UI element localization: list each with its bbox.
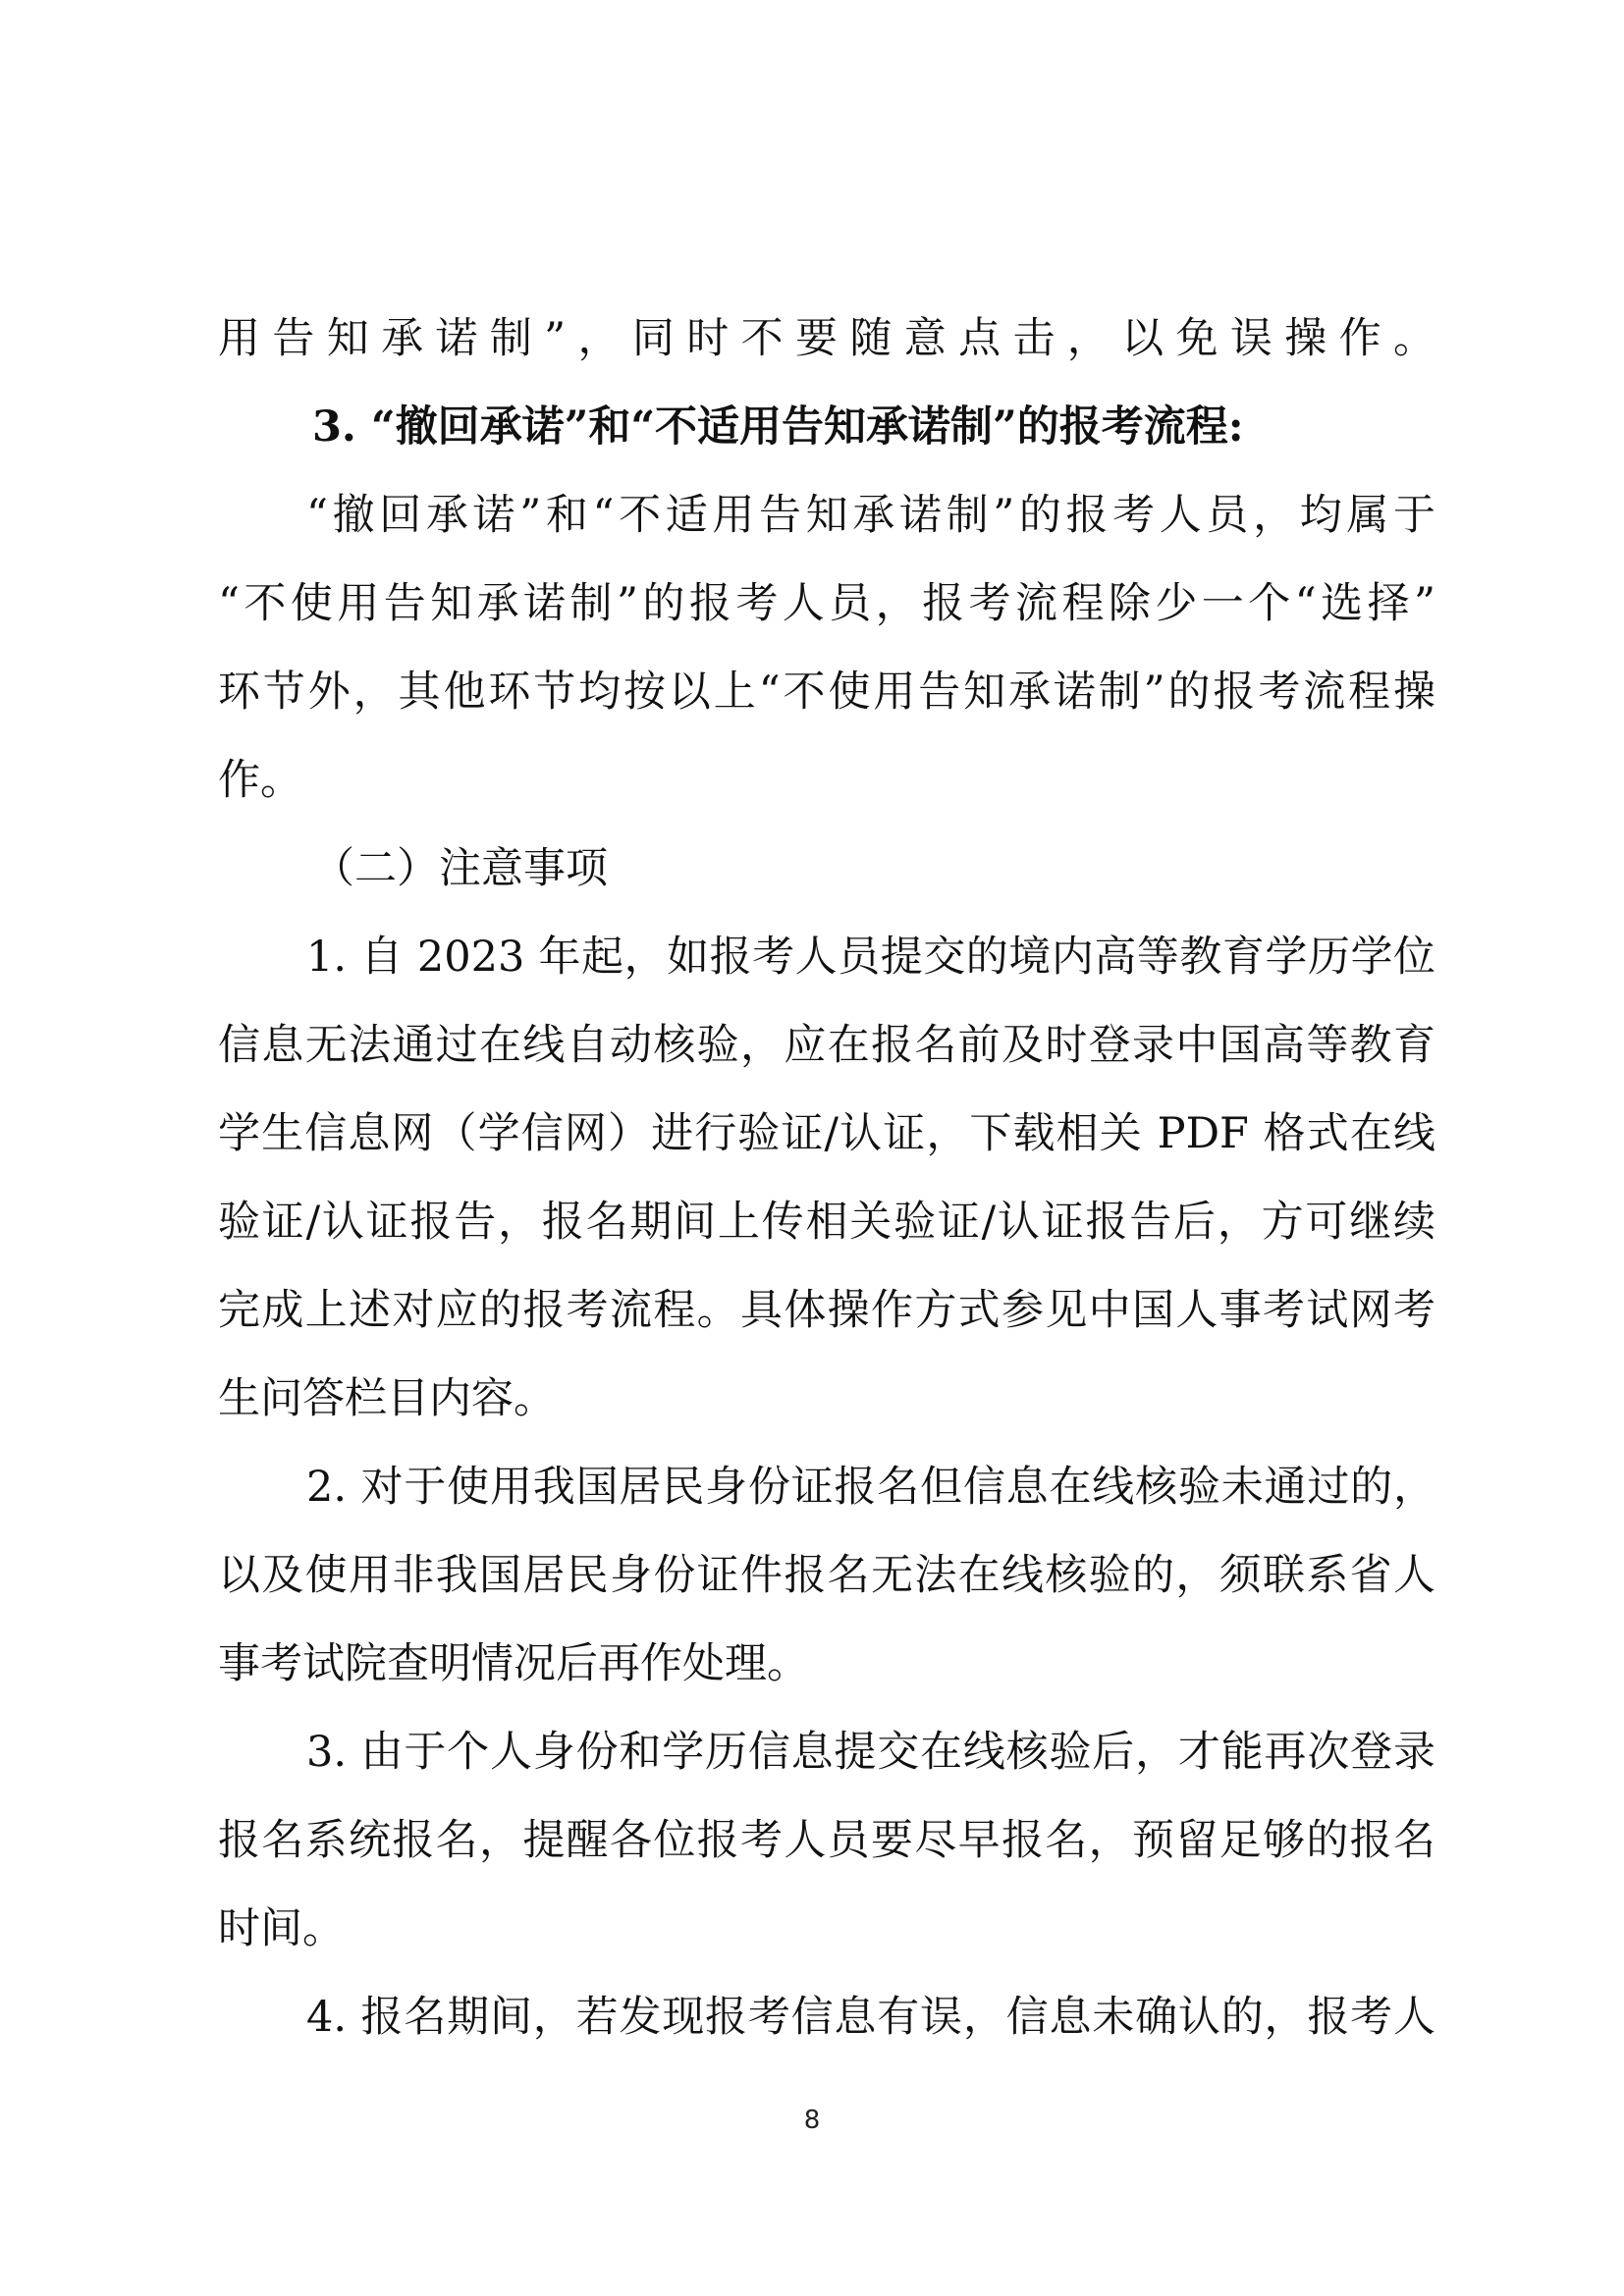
subsection-heading: 3. “撤回承诺”和“不适用告知承诺制”的报考流程: [312,402,1244,452]
page-number: 8 [803,2106,821,2135]
paragraph-line: 学生信息网（学信网）进行验证/认证，下载相关 PDF 格式在线 [218,1109,1435,1158]
paragraph-line: 环节外，其他环节均按以上“不使用告知承诺制”的报考流程操 [218,667,1435,717]
paragraph-line: 4. 报名期间，若发现报考信息有误，信息未确认的，报考人 [306,1993,1435,2042]
paragraph-line: 以及使用非我国居民身份证件报名无法在线核验的，须联系省人 [218,1551,1435,1600]
section-heading: （二）注意事项 [312,844,608,893]
paragraph-line: 完成上述对应的报考流程。具体操作方式参见中国人事考试网考 [218,1286,1435,1335]
paragraph-line: 作。 [218,756,302,805]
paragraph-line: 验证/认证报告，报名期间上传相关验证/认证报告后，方可继续 [218,1198,1435,1247]
paragraph-line: “不使用告知承诺制”的报考人员，报考流程除少一个“选择” [218,579,1435,628]
paragraph-line: 1. 自 2023 年起，如报考人员提交的境内高等教育学历学位 [306,933,1435,982]
paragraph-line: 3. 由于个人身份和学历信息提交在线核验后，才能再次登录 [306,1728,1435,1777]
paragraph-line: 2. 对于使用我国居民身份证报名但信息在线核验未通过的， [306,1463,1435,1512]
paragraph-line: 用告知承诺制”，同时不要随意点击，以免误操作。 [218,314,1435,363]
paragraph-line: 事考试院查明情况后再作处理。 [218,1639,809,1688]
paragraph-line: 报名系统报名，提醒各位报考人员要尽早报名，预留足够的报名 [218,1816,1435,1865]
paragraph-line: “撤回承诺”和“不适用告知承诺制”的报考人员，均属于 [306,491,1435,540]
paragraph-line: 生问答栏目内容。 [218,1374,556,1423]
paragraph-line: 信息无法通过在线自动核验，应在报名前及时登录中国高等教育 [218,1021,1435,1070]
paragraph-line: 时间。 [218,1904,345,1953]
